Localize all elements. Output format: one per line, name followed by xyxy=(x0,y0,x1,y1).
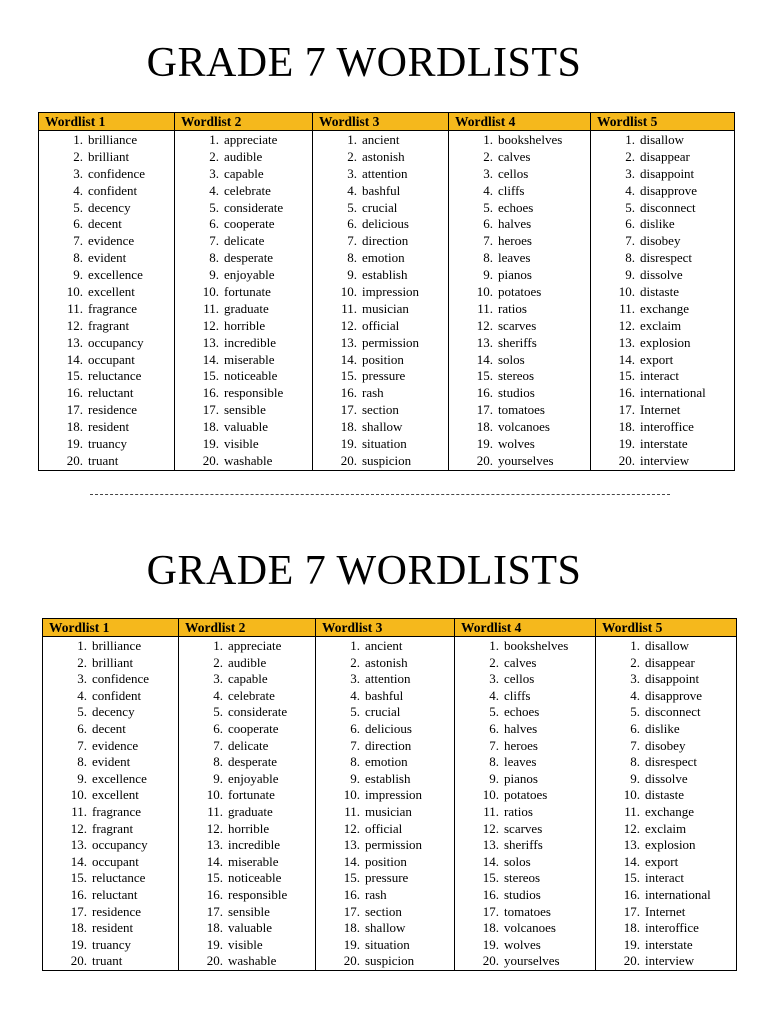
word-item: 16. rash xyxy=(340,385,384,401)
word-item: 6. dislike xyxy=(625,216,675,232)
word-item: 4. bashful xyxy=(350,687,404,703)
wordlist-header: Wordlist 3 xyxy=(316,619,455,637)
word-item: 10. potatoes xyxy=(476,284,542,300)
word-item: 12. exclaim xyxy=(623,820,687,836)
word-item: 15. stereos xyxy=(476,368,535,384)
word-item: 4. celebrate xyxy=(213,687,275,703)
wordlist-header: Wordlist 1 xyxy=(43,619,179,637)
word-item: 19. truancy xyxy=(66,436,127,452)
word-item: 1. appreciate xyxy=(213,638,282,653)
word-item: 18. interoffice xyxy=(618,419,694,435)
word-item: 15. stereos xyxy=(482,870,541,886)
word-item: 6. cooperate xyxy=(209,216,275,232)
word-item: 20. truant xyxy=(70,953,123,969)
word-item: 7. heroes xyxy=(489,737,538,753)
wordlist-table xyxy=(42,618,737,971)
word-item: 2. calves xyxy=(483,148,531,164)
word-item: 12. official xyxy=(340,317,400,333)
word-item: 14. solos xyxy=(476,351,525,367)
word-item: 17. residence xyxy=(70,903,142,919)
word-item: 14. solos xyxy=(482,853,531,869)
word-item: 5. decency xyxy=(77,704,135,720)
word-item: 4. cliffs xyxy=(483,182,525,198)
word-item: 13. occupancy xyxy=(70,837,148,853)
word-item: 2. audible xyxy=(209,148,263,164)
word-item: 9. dissolve xyxy=(630,770,688,786)
word-item: 11. musician xyxy=(341,300,409,316)
word-item: 18. resident xyxy=(70,920,134,936)
word-item: 10. impression xyxy=(340,284,420,300)
word-item: 10. distaste xyxy=(618,284,679,300)
word-item: 8. emotion xyxy=(350,754,408,770)
word-item: 5. considerate xyxy=(213,704,288,720)
word-item: 9. enjoyable xyxy=(209,267,275,283)
wordlist-column xyxy=(179,637,316,971)
word-item: 5. disconnect xyxy=(630,704,701,720)
word-item: 7. direction xyxy=(350,737,412,753)
word-item: 6. delicious xyxy=(350,720,412,736)
word-item: 5. disconnect xyxy=(625,199,696,215)
word-item: 15. reluctance xyxy=(70,870,146,886)
word-item: 16. international xyxy=(618,385,706,401)
word-item: 17. sensible xyxy=(206,903,270,919)
word-list xyxy=(316,638,454,970)
wordlist-header: Wordlist 2 xyxy=(179,619,316,637)
word-item: 1. ancient xyxy=(347,132,400,147)
word-item: 9. dissolve xyxy=(625,267,683,283)
word-item: 20. interview xyxy=(618,452,690,468)
word-item: 19. wolves xyxy=(476,436,535,452)
word-list xyxy=(455,638,595,970)
word-item: 11. ratios xyxy=(477,300,527,316)
word-item: 8. leaves xyxy=(483,250,531,266)
word-item: 20. suspicion xyxy=(340,452,412,468)
word-item: 14. position xyxy=(343,853,407,869)
word-item: 14. occupant xyxy=(70,853,139,869)
word-item: 2. disappear xyxy=(630,654,695,670)
word-list xyxy=(596,638,736,970)
word-item: 12. scarves xyxy=(476,317,537,333)
word-item: 1. brilliance xyxy=(77,638,142,653)
word-item: 4. disapprove xyxy=(625,182,698,198)
word-item: 4. confident xyxy=(73,182,138,198)
word-item: 15. noticeable xyxy=(206,870,282,886)
word-item: 3. cellos xyxy=(489,671,535,687)
word-list xyxy=(449,132,590,470)
word-item: 18. valuable xyxy=(202,419,269,435)
word-item: 5. considerate xyxy=(209,199,284,215)
word-item: 9. pianos xyxy=(483,267,532,283)
word-item: 12. exclaim xyxy=(618,317,682,333)
word-item: 20. washable xyxy=(202,452,273,468)
word-item: 17. section xyxy=(340,402,399,418)
word-item: 9. pianos xyxy=(489,770,538,786)
wordlist-header: Wordlist 3 xyxy=(313,113,449,131)
word-item: 3. confidence xyxy=(77,671,150,687)
word-item: 9. establish xyxy=(350,770,411,786)
wordlist-column xyxy=(455,637,596,971)
header-row xyxy=(43,619,737,637)
word-item: 12. scarves xyxy=(482,820,543,836)
word-item: 3. capable xyxy=(213,671,268,687)
word-item: 6. halves xyxy=(483,216,532,232)
word-list xyxy=(43,638,178,970)
word-item: 8. desperate xyxy=(209,250,274,266)
word-item: 19. interstate xyxy=(623,936,693,952)
word-item: 6. cooperate xyxy=(213,720,279,736)
wordlist-column xyxy=(596,637,737,971)
word-item: 20. interview xyxy=(623,953,695,969)
wordlist-header: Wordlist 5 xyxy=(591,113,735,131)
wordlist-column xyxy=(316,637,455,971)
word-item: 13. occupancy xyxy=(66,334,144,350)
wordlist-column xyxy=(449,131,591,471)
divider-line xyxy=(90,494,670,495)
word-item: 8. evident xyxy=(73,250,127,266)
word-item: 14. miserable xyxy=(202,351,275,367)
word-item: 16. international xyxy=(623,886,711,902)
word-item: 1. disallow xyxy=(630,638,690,653)
word-item: 7. disobey xyxy=(630,737,686,753)
word-item: 4. disapprove xyxy=(630,687,703,703)
word-item: 10. fortunate xyxy=(206,787,275,803)
word-item: 4. cliffs xyxy=(489,687,531,703)
word-item: 19. visible xyxy=(206,936,263,952)
word-item: 11. exchange xyxy=(619,300,690,316)
wordlist-header: Wordlist 1 xyxy=(39,113,175,131)
word-item: 3. disappoint xyxy=(630,671,700,687)
word-item: 11. musician xyxy=(344,803,412,819)
word-item: 3. attention xyxy=(347,165,408,181)
word-item: 15. reluctance xyxy=(66,368,142,384)
word-item: 13. explosion xyxy=(623,837,696,853)
word-item: 20. yourselves xyxy=(476,452,554,468)
word-item: 16. studios xyxy=(476,385,535,401)
word-item: 19. situation xyxy=(343,936,410,952)
word-item: 18. volcanoes xyxy=(476,419,550,435)
word-item: 10. potatoes xyxy=(482,787,548,803)
word-item: 9. excellence xyxy=(77,770,147,786)
page-title: GRADE 7 WORDLISTS xyxy=(146,40,582,86)
word-item: 15. pressure xyxy=(340,368,406,384)
word-item: 1. bookshelves xyxy=(483,132,563,147)
word-item: 13. sheriffs xyxy=(476,334,537,350)
word-item: 7. heroes xyxy=(483,233,532,249)
word-item: 16. responsible xyxy=(206,886,288,902)
word-list xyxy=(175,132,312,470)
word-item: 18. resident xyxy=(66,419,130,435)
word-item: 13. explosion xyxy=(618,334,691,350)
word-item: 14. occupant xyxy=(66,351,135,367)
word-item: 3. disappoint xyxy=(625,165,695,181)
word-item: 6. halves xyxy=(489,720,538,736)
word-item: 10. excellent xyxy=(70,787,139,803)
word-item: 18. valuable xyxy=(206,920,273,936)
word-item: 9. enjoyable xyxy=(213,770,279,786)
word-item: 17. Internet xyxy=(618,402,681,418)
word-item: 7. evidence xyxy=(73,233,135,249)
word-item: 17. residence xyxy=(66,402,138,418)
word-item: 10. fortunate xyxy=(202,284,271,300)
word-item: 5. crucial xyxy=(347,199,398,215)
wordlist-column xyxy=(313,131,449,471)
wordlist-column xyxy=(175,131,313,471)
word-item: 8. evident xyxy=(77,754,131,770)
word-item: 8. leaves xyxy=(489,754,537,770)
word-item: 7. delicate xyxy=(213,737,269,753)
wordlist-column xyxy=(43,637,179,971)
word-item: 14. export xyxy=(623,853,679,869)
wordlist-column xyxy=(591,131,735,471)
word-item: 2. brilliant xyxy=(77,654,134,670)
word-item: 6. decent xyxy=(77,720,126,736)
word-item: 17. tomatoes xyxy=(482,903,551,919)
word-item: 6. dislike xyxy=(630,720,680,736)
wordlist-table xyxy=(38,112,735,471)
word-item: 17. tomatoes xyxy=(476,402,545,418)
word-item: 10. excellent xyxy=(66,284,135,300)
word-item: 3. cellos xyxy=(483,165,529,181)
word-item: 14. position xyxy=(340,351,404,367)
word-item: 6. decent xyxy=(73,216,122,232)
word-item: 12. horrible xyxy=(202,317,266,333)
word-item: 13. permission xyxy=(340,334,420,350)
word-item: 6. delicious xyxy=(347,216,409,232)
word-item: 16. studios xyxy=(482,886,541,902)
wordlist-column xyxy=(39,131,175,471)
word-item: 12. horrible xyxy=(206,820,270,836)
word-item: 1. appreciate xyxy=(209,132,278,147)
word-list xyxy=(313,132,448,470)
word-item: 15. interact xyxy=(623,870,684,886)
word-item: 12. official xyxy=(343,820,403,836)
word-item: 14. export xyxy=(618,351,674,367)
word-item: 2. astonish xyxy=(350,654,408,670)
word-item: 8. disrespect xyxy=(625,250,692,266)
word-item: 8. disrespect xyxy=(630,754,697,770)
word-item: 17. Internet xyxy=(623,903,686,919)
word-item: 19. wolves xyxy=(482,936,541,952)
word-list xyxy=(39,132,174,470)
wordlist-header: Wordlist 2 xyxy=(175,113,313,131)
word-item: 16. responsible xyxy=(202,385,284,401)
word-item: 16. reluctant xyxy=(70,886,138,902)
word-item: 13. sheriffs xyxy=(482,837,543,853)
word-item: 19. situation xyxy=(340,436,407,452)
word-item: 3. confidence xyxy=(73,165,146,181)
word-item: 4. celebrate xyxy=(209,182,271,198)
word-item: 7. evidence xyxy=(77,737,139,753)
wordlist-header: Wordlist 4 xyxy=(449,113,591,131)
word-item: 19. truancy xyxy=(70,936,131,952)
word-list xyxy=(591,132,734,470)
word-item: 15. pressure xyxy=(343,870,409,886)
word-item: 5. echoes xyxy=(489,704,540,720)
word-item: 7. direction xyxy=(347,233,409,249)
word-item: 17. sensible xyxy=(202,402,266,418)
word-item: 11. fragrance xyxy=(71,803,142,819)
wordlist-header: Wordlist 4 xyxy=(455,619,596,637)
word-item: 11. ratios xyxy=(483,803,533,819)
page-title: GRADE 7 WORDLISTS xyxy=(146,548,582,594)
word-item: 10. distaste xyxy=(623,787,684,803)
word-item: 3. capable xyxy=(209,165,264,181)
word-item: 19. interstate xyxy=(618,436,688,452)
word-item: 13. incredible xyxy=(206,837,280,853)
word-item: 5. decency xyxy=(73,199,131,215)
word-item: 11. fragrance xyxy=(67,300,138,316)
word-item: 2. calves xyxy=(489,654,537,670)
word-item: 2. astonish xyxy=(347,148,405,164)
word-item: 18. shallow xyxy=(340,419,403,435)
word-item: 20. washable xyxy=(206,953,277,969)
word-item: 9. excellence xyxy=(73,267,143,283)
word-item: 20. truant xyxy=(66,452,119,468)
word-item: 15. noticeable xyxy=(202,368,278,384)
word-item: 17. section xyxy=(343,903,402,919)
word-item: 11. exchange xyxy=(624,803,695,819)
word-item: 7. disobey xyxy=(625,233,681,249)
wordlist-header: Wordlist 5 xyxy=(596,619,737,637)
word-item: 20. suspicion xyxy=(343,953,415,969)
word-item: 15. interact xyxy=(618,368,679,384)
header-row xyxy=(39,113,735,131)
word-item: 11. graduate xyxy=(207,803,273,819)
word-item: 1. ancient xyxy=(350,638,403,653)
word-item: 16. reluctant xyxy=(66,385,134,401)
word-item: 2. disappear xyxy=(625,148,690,164)
word-item: 5. echoes xyxy=(483,199,534,215)
word-item: 14. miserable xyxy=(206,853,279,869)
word-item: 4. confident xyxy=(77,687,142,703)
word-item: 4. bashful xyxy=(347,182,401,198)
word-item: 10. impression xyxy=(343,787,423,803)
word-item: 16. rash xyxy=(343,886,387,902)
word-item: 19. visible xyxy=(202,436,259,452)
word-item: 13. incredible xyxy=(202,334,276,350)
word-item: 1. bookshelves xyxy=(489,638,569,653)
word-item: 8. emotion xyxy=(347,250,405,266)
word-item: 20. yourselves xyxy=(482,953,560,969)
word-item: 9. establish xyxy=(347,267,408,283)
word-item: 12. fragrant xyxy=(70,820,134,836)
word-item: 7. delicate xyxy=(209,233,265,249)
word-item: 18. shallow xyxy=(343,920,406,936)
word-item: 2. audible xyxy=(213,654,267,670)
word-item: 1. disallow xyxy=(625,132,685,147)
word-list xyxy=(179,638,315,970)
word-item: 13. permission xyxy=(343,837,423,853)
word-item: 8. desperate xyxy=(213,754,278,770)
word-item: 5. crucial xyxy=(350,704,401,720)
word-item: 11. graduate xyxy=(203,300,269,316)
word-item: 12. fragrant xyxy=(66,317,130,333)
word-item: 2. brilliant xyxy=(73,148,130,164)
word-item: 3. attention xyxy=(350,671,411,687)
word-item: 18. volcanoes xyxy=(482,920,556,936)
word-item: 18. interoffice xyxy=(623,920,699,936)
word-item: 1. brilliance xyxy=(73,132,138,147)
